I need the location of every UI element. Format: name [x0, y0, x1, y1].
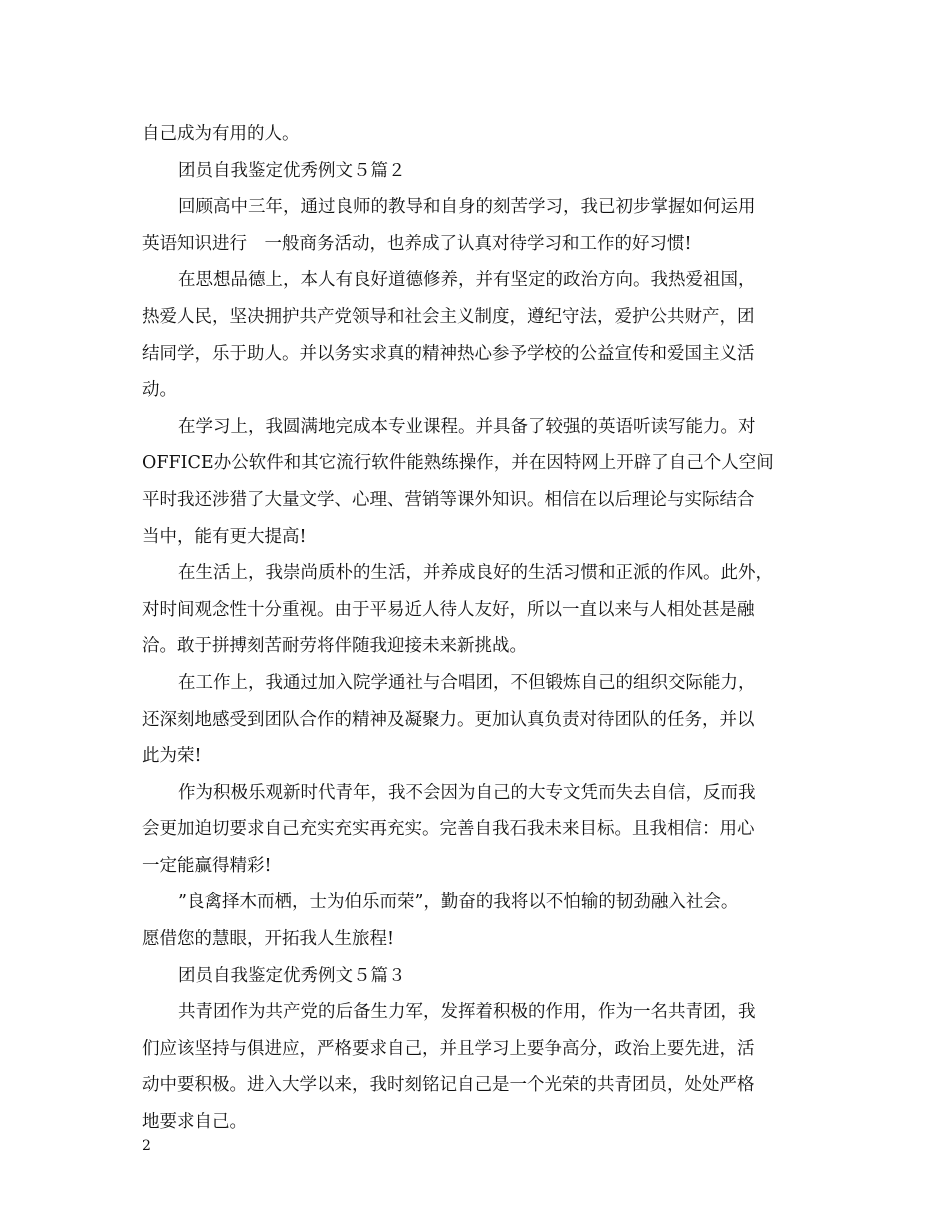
text-line: 平时我还涉猎了大量文学、心理、营销等课外知识。相信在以后理论与实际结合	[142, 489, 755, 510]
text-line: 愿借您的慧眼，开拓我人生旅程!	[142, 929, 395, 950]
text-line: 动。	[142, 380, 177, 401]
text-line: 团员自我鉴定优秀例文５篇３	[178, 965, 406, 986]
text-line: 地要求自己。	[142, 1112, 247, 1133]
text-line: 对时间观念性十分重视。由于平易近人待人友好，所以一直以来与人相处甚是融	[142, 599, 755, 620]
text-line: 在工作上，我通过加入院学通社与合唱团，不但锻炼自己的组织交际能力，	[178, 672, 756, 693]
text-line: 团员自我鉴定优秀例文５篇２	[178, 160, 406, 181]
text-line: OFFICE办公软件和其它流行软件能熟练操作，并在因特网上开辟了自己个人空间	[142, 453, 774, 474]
document-body	[142, 116, 814, 1141]
text-line: 当中，能有更大提高!	[142, 526, 307, 547]
text-line: 洽。敢于拼搏刻苦耐劳将伴随我迎接未来新挑战。	[142, 636, 527, 657]
text-line: 英语知识进行 一般商务活动，也养成了认真对待学习和工作的好习惯!	[142, 233, 692, 254]
text-line: 共青团作为共产党的后备生力军，发挥着积极的作用，作为一名共青团，我	[178, 1002, 756, 1023]
text-line: 一定能赢得精彩!	[142, 855, 272, 876]
text-line: 还深刻地感受到团队合作的精神及凝聚力。更加认真负责对待团队的任务，并以	[142, 709, 755, 730]
text-line: 在学习上，我圆满地完成本专业课程。并具备了较强的英语听读写能力。对	[178, 416, 756, 437]
text-line: 在生活上，我崇尚质朴的生活，并养成良好的生活习惯和正派的作风。此外，	[178, 563, 773, 584]
text-line: ”良禽择木而栖，士为伯乐而荣”，勤奋的我将以不怕输的韧劲融入社会。	[178, 892, 739, 913]
text-line: 们应该坚持与俱进应，严格要求自己，并且学习上要争高分，政治上要先进，活	[142, 1038, 755, 1059]
text-line: 回顾高中三年，通过良师的教导和自身的刻苦学习，我已初步掌握如何运用	[178, 197, 756, 218]
text-line: 会更加迫切要求自己充实充实再充实。完善自我石我未来目标。且我相信：用心	[142, 819, 755, 840]
text-line: 在思想品德上，本人有良好道德修养，并有坚定的政治方向。我热爱祖国，	[178, 270, 756, 291]
text-line: 作为积极乐观新时代青年，我不会因为自己的大专文凭而失去自信，反而我	[178, 782, 756, 803]
text-line: 结同学，乐于助人。并以务实求真的精神热心参予学校的公益宣传和爱国主义活	[142, 343, 755, 364]
page-number: 2	[142, 1138, 151, 1154]
text-line: 热爱人民，坚决拥护共产党领导和社会主义制度，遵纪守法，爱护公共财产，团	[142, 306, 755, 327]
text-line: 此为荣!	[142, 746, 202, 767]
text-line: 动中要积极。进入大学以来，我时刻铭记自己是一个光荣的共青团员，处处严格	[142, 1075, 755, 1096]
text-line: 自己成为有用的人。	[142, 124, 300, 144]
